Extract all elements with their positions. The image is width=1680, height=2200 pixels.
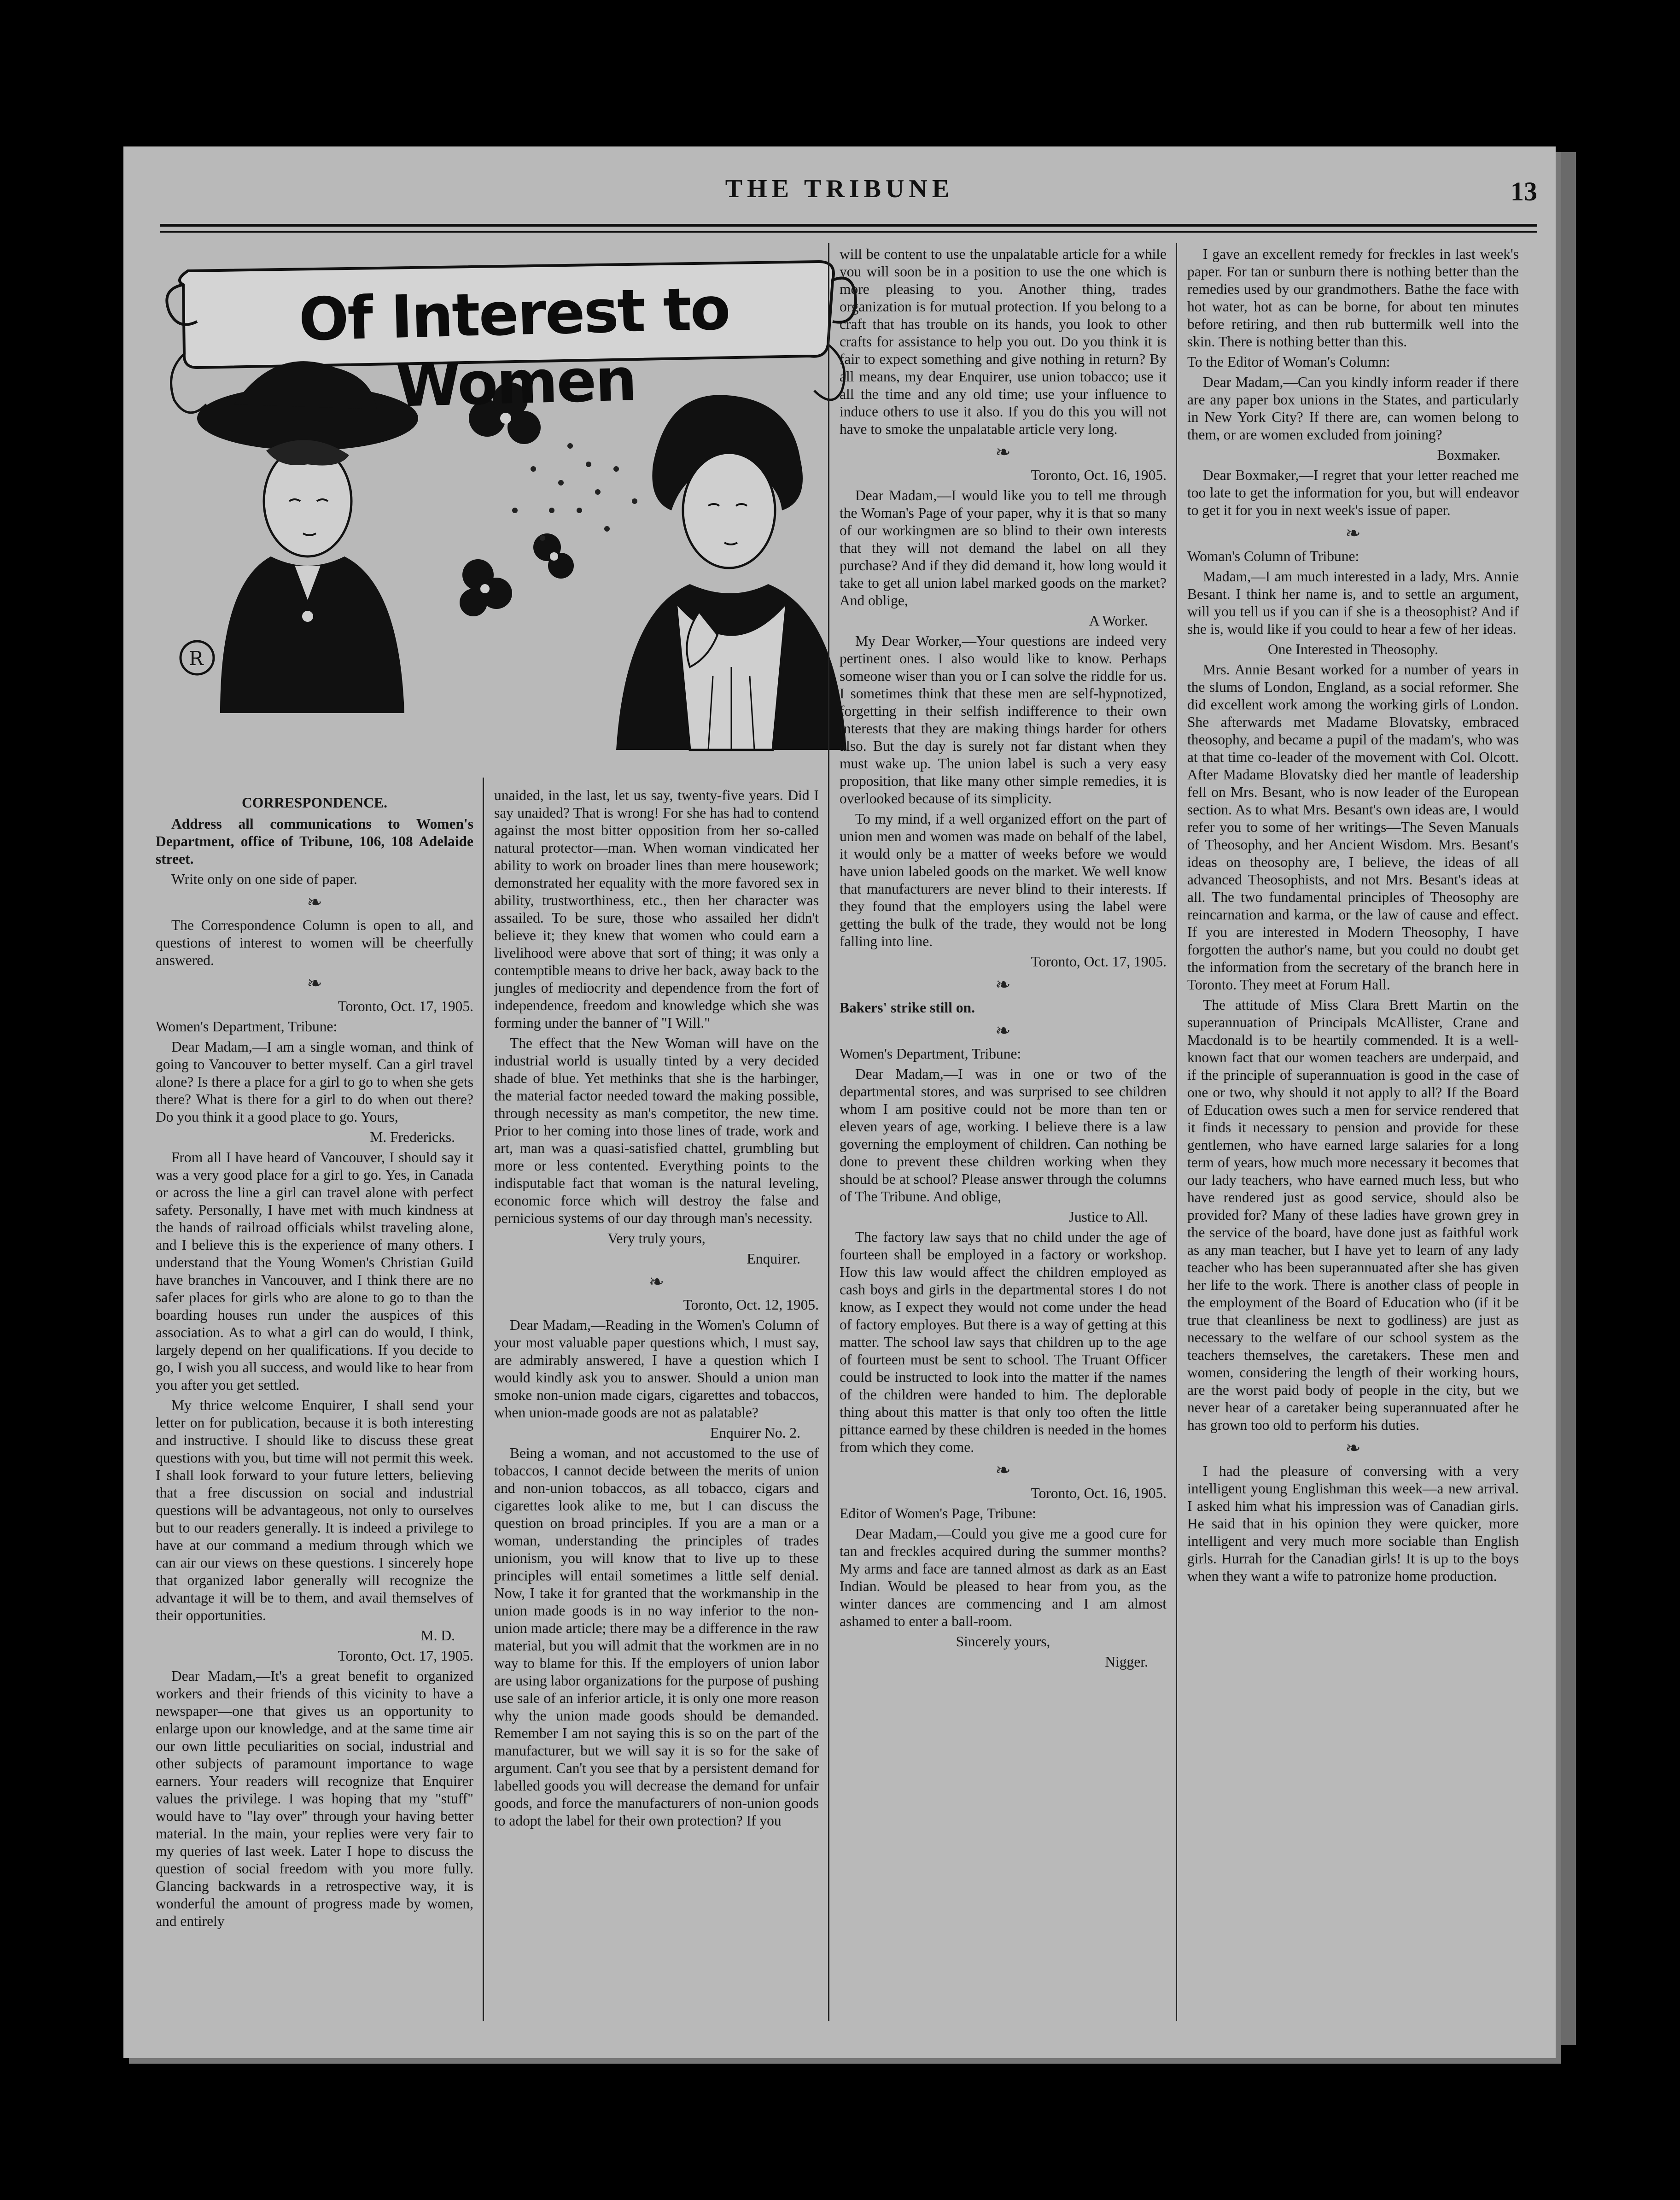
letter-addressee: To the Editor of Woman's Column:: [1187, 354, 1390, 370]
letter-dateline: Toronto, Oct. 17, 1905.: [338, 998, 473, 1014]
address-note: Address all communications to Women's Department, office of Tribune, 106, 108 Adelaide street.: [156, 816, 473, 867]
header-rule-thin: [160, 231, 1537, 233]
letter-addressee: Editor of Women's Page, Tribune:: [840, 1505, 1036, 1521]
page-edge-shadow: [1558, 152, 1576, 2045]
letter-signature: Justice to All.: [1068, 1209, 1148, 1225]
column-divider-2: [828, 243, 829, 2021]
column-2: [494, 787, 819, 1832]
letter-dateline: Toronto, Oct. 17, 1905.: [1031, 954, 1167, 970]
intro-text: The Correspondence Column is open to all, and questions of interest to women will be cheerfully answered.: [156, 917, 473, 968]
strike-notice: Bakers' strike still on.: [840, 1000, 975, 1016]
letter-body: The effect that the New Woman will have on the industrial world is usually tinted by a very decided shade of blue. Yet methinks that she is the harbinger, the material factor needed toward the making possible, through necessity as man's competitor, the new time. Prior to her coming into those lines of trade, work and art, man was a quasi-satisfied chattel, grumbling but more or less contented. Everything points to the indisputable fact that woman is the natural leveling, economic force which will destroy the false and pernicious systems of our day through man's necessity.: [494, 1035, 819, 1226]
page-header: [123, 174, 1556, 211]
ornament-divider: ❧: [995, 442, 1011, 462]
ornament-divider: ❧: [307, 973, 322, 994]
letter-signature: Nigger.: [1105, 1654, 1148, 1670]
letter-signature: Boxmaker.: [1437, 447, 1500, 463]
reply-text: Mrs. Annie Besant worked for a number of years in the slums of London, England, as a social reformer. She did excellent work among the working girls of London. She afterwards met Madame Blovatsky, embraced theosophy, and became a pupil of the madam's, who was at that time co-leader of the movement with Col. Olcott. After Madame Blovatsky died her mantle of leadership fell on Mrs. Besant, who is now leader of the European section. As to what Mrs. Besant's own ideas are, I would refer you to some of her writings—The Seven Manuals of Theosophy, and her Ancient Wisdom. Mrs. Besant's ideas on theosophy are, I believe, the ideas of all advanced Theosophists, and not Mrs. Besant's ideas at all. The two fundamental principles of Theosophy are reincarnation and karma, or the law of cause and effect. If you are interested in Modern Theosophy, I have forgotten the author's name, but you could no doubt get the information from the secretary of the branch here in Toronto. They meet at Forum Hall.: [1187, 661, 1519, 993]
letter-dateline: Toronto, Oct. 16, 1905.: [1031, 1485, 1167, 1501]
reply-text: To my mind, if a well organized effort on the part of union men and women was made on behalf of the label, it would only be a matter of weeks before we would have union labeled goods on the market. We well know that manufacturers are never blind to their interests. If they found that the employers using the label were getting the bulk of the trade, they would not be long falling into line.: [840, 811, 1167, 949]
reply-text: The factory law says that no child under the age of fourteen shall be employed in a factory or workshop. How this law would affect the children employed as cash boys and girls in the departmental stores I do not know, as I expect they would not come under the head of factory employes. But there is a way of getting at this matter. The school law says that children up to the age of fourteen must be sent to school. The Truant Officer could be instructed to look into the matter if the names of the children were handed to him. The deplorable thing about this matter is that only too often the little pittance earned by these children is needed in the homes from which they come.: [840, 1229, 1167, 1455]
letter-signature: Enquirer No. 2.: [710, 1425, 800, 1441]
letter-body: Madam,—I am much interested in a lady, Mrs. Annie Besant. I think her name is, and to settle an argument, will you tell us if you can if she is a theosophist? And if she is, would like if you could to hear a few of her ideas.: [1187, 568, 1519, 637]
newspaper-page: [123, 146, 1556, 2058]
reply-text: From all I have heard of Vancouver, I should say it was a very good place for a girl to go. Yes, in Canada or across the line a girl can travel alone with perfect safety. Personally, I have met with much kindness at the hands of railroad officials whilst traveling alone, and I believe this is the experience of many others. I understand that the Young Women's Christian Guild have branches in Vancouver, and I think there are no safer places for girls who are alone to go to than the boarding houses run under the auspices of this association. As to what a girl can do would, I think, largely depend on her qualifications. If you decide to go, I wish you all success, and would like to hear from you after you get settled.: [156, 1149, 473, 1393]
column-divider-3: [1176, 243, 1177, 2021]
header-rule: [160, 224, 1537, 227]
letter-body: Dear Madam,—Can you kindly inform reader if there are any paper box unions in the States, and particularly in New York City? If there are, can women belong to them, or are women excluded from joining?: [1187, 374, 1519, 443]
reply-text: My Dear Worker,—Your questions are indeed very pertinent ones. I also would like to know. Perhaps someone wiser than you or I can solve the riddle for us. I sometimes think that these men are self-hypnotized, forgetting in their selfish indifference to their own interests that they are making things harder for others also. But the day is surely not far distant when they must wake up. The union label is such a very easy proposition, that like many other simple remedies, it is overlooked because of its simplicity.: [840, 633, 1167, 807]
letter-addressee: Woman's Column of Tribune:: [1187, 548, 1359, 564]
ornament-divider: ❧: [648, 1271, 665, 1292]
article-text: The attitude of Miss Clara Brett Martin on the superannuation of Principals McAllister, Crane and Macdonald is to be heartily commended. It is a well-known fact that our women teachers are underpaid, and if the principle of superannuation is good in the case of one or two, why should it not apply to all? If the Board of Education owes such a men for service rendered that it finds it necessary to pension and provide for these gentlemen, who have earned large salaries for a long term of years, how much more necessary it becomes that our lady teachers, who have earned much less, but who have rendered just as good service, should also be provided for? Many of these ladies have grown grey in the service of the board, have done just as faithful work as any man teacher, but I have yet to learn of any lady teacher who has been superannuated after she has given her life to the work. There is another class of people in the employment of the Board of Education who (if it be true that cleanliness be next to godliness) are just as necessary to the welfare of our school system as the teachers themselves, the caretakers. These men and women, considering the length of their working hours, are the worst paid body of people in the city, but we never hear of a caretaker being superannuated after he has grown too old to perform his duties.: [1187, 997, 1519, 1433]
banner-title: Of Interest to Women: [298, 274, 730, 421]
letter-addressee: Women's Department, Tribune:: [156, 1018, 338, 1035]
column-4: [1187, 246, 1519, 1588]
ornament-divider: ❧: [1345, 523, 1361, 544]
letter-signature: Enquirer.: [747, 1251, 800, 1267]
page-number: 13: [1511, 176, 1537, 206]
reply-text: Dear Boxmaker,—I regret that your letter reached me too late to get the information for you, but will endeavor to get it for you in next week's issue of paper.: [1187, 467, 1519, 518]
letter-dateline: Toronto, Oct. 12, 1905.: [683, 1297, 819, 1313]
letter-closing: Sincerely yours,: [956, 1633, 1050, 1650]
article-text: I had the pleasure of conversing with a very intelligent young Englishman this week—a new arrival. I asked him what his impression was of Canadian girls. He said that in his opinion they were quicker, more intelligent and very much more sociable than English girls. Hurrah for the Canadian girls! It is up to the boys when they want a wife to patronize home production.: [1187, 1463, 1519, 1584]
ornament-divider: ❧: [995, 1460, 1011, 1480]
reply-signature: M. D.: [420, 1627, 455, 1644]
column-divider-1: [483, 778, 484, 2021]
ornament-divider: ❧: [307, 892, 322, 913]
letter-dateline: Toronto, Oct. 17, 1905.: [338, 1648, 473, 1664]
reply-text: I gave an excellent remedy for freckles in last week's paper. For tan or sunburn there is nothing better than the remedies used by our grandmothers. Bathe the face with hot water, hot as can be borne, for about ten minutes before retiring, and then rub buttermilk well into the skin. There is nothing better than this.: [1187, 246, 1519, 350]
letter-body: unaided, in the last, let us say, twenty-five years. Did I say unaided? That is wrong! For she has had to contend against the most bitter opposition from her so-called natural protector—man. When woman vindicated her ability to work on broader lines than mere housework; demonstrated her equality with the more favored sex in ability, trustworthiness, etc., then her character was assailed. To be sure, those who assailed her didn't believe it; they knew that women who could earn a livelihood were above that sort of thing; it was only a contemptible means to drive her back, away back to the jungles of mediocrity and dependence from the fort of independence, freedom and knowledge which she was forming under the banner of "I Will.": [494, 787, 819, 1031]
reply-text: My thrice welcome Enquirer, I shall send your letter on for publication, because it is both interesting and instructive. I should like to discuss these great questions with you, but time will not permit this week. I shall look forward to your future letters, believing that a free discussion on social and industrial questions will be advantageous, not only to ourselves but to our readers generally. It is indeed a privilege to have at our command a medium through which we can air our views on these questions. I sincerely hope that organized labor generally will recognize the advantage it will be to them, and avail themselves of their opportunities.: [156, 1397, 473, 1623]
letter-body: Dear Madam,—I would like you to tell me through the Woman's Page of your paper, why it is that so many of our workingmen are so blind to their own interests that they will not demand the label on all they purchase? And if they did demand it, how long would it take to get all union label marked goods on the market? And oblige,: [840, 487, 1167, 609]
letter-signature: M. Fredericks.: [370, 1129, 455, 1145]
letter-addressee: Women's Department, Tribune:: [840, 1046, 1021, 1062]
correspondence-heading: CORRESPONDENCE.: [242, 795, 387, 811]
ornament-divider: ❧: [995, 974, 1011, 995]
ornament-divider: ❧: [1345, 1438, 1361, 1458]
letter-body: Dear Madam,—I was in one or two of the departmental stores, and was surprised to see children whom I am positive could not be more than ten or eleven years of age, working. I believe there is a law governing the employment of children. Can nothing be done to prevent these children working when they should be at school? Please answer through the columns of The Tribune. And oblige,: [840, 1066, 1167, 1205]
letter-dateline: Toronto, Oct. 16, 1905.: [1031, 467, 1167, 483]
masthead: THE TRIBUNE: [725, 175, 954, 203]
reply-text: will be content to use the unpalatable article for a while you will soon be in a position to use the one which is more pleasing to you. Another thing, trades organization is for mutual protection. If you belong to a craft that has trouble on its hands, you look to other crafts for assistance to help you out. Do you think it is fair to expect something and give nothing in return? By all means, my dear Enquirer, use union tobacco; use it all the time and any old time; use your influence to induce others to use it also. If you do this you will not have to smoke the unpalatable article very long.: [840, 246, 1167, 437]
reply-text: Being a woman, and not accustomed to the use of tobaccos, I cannot decide between the merits of union and non-union tobaccos, as all tobacco, cigars and cigarettes look alike to me, but I can discuss the question on broad principles. If you are a man or a woman, understanding the principles of trades unionism, you will know that to live up to these principles will entail sometimes a little self denial. Now, I take it for granted that the workmanship in the union made goods is in no way inferior to the non-union made article; there may be a difference in the raw material, but you will admit that the workmen are in no way to blame for this. If the employers of union labor are using labor organizations for the purpose of pushing use sale of an inferior article, it is only one more reason why the union made goods should be demanded. Remember I am not saying this is so on the part of the manufacturer, but we will say it is so for the sake of argument. Can't you see that by a persistent demand for labelled goods you will decrease the demand for unfair goods, and force the manufacturers of non-union goods to adopt the label for their own protection? If you: [494, 1445, 819, 1829]
column-1: [156, 791, 473, 1933]
letter-signature: One Interested in Theosophy.: [1267, 641, 1439, 657]
letter-body: Dear Madam,—Could you give me a good cure for tan and freckles acquired during the summer months? My arms and face are tanned almost as dark as an East Indian. Would be pleased to hear from you, as the winter dances are commencing and I am almost ashamed to enter a ball-room.: [840, 1526, 1167, 1629]
svg-text:R: R: [189, 647, 204, 670]
letter-body: Dear Madam,—It's a great benefit to organized workers and their friends of this vicinity to have a newspaper—one that gives us an opportunity to enlarge upon our knowledge, and at the same time air our own little peculiarities on social, industrial and other subjects of paramount importance to wage earners. Your readers will recognize that Enquirer values the privilege. I was hoping that my "stuff" would have to "lay over" through your having better material. In the main, your replies were very fair to my queries of last week. Later I hope to discuss the question of social freedom with you more fully. Glancing backwards in a retrospective way, it is wonderful the amount of progress made by women, and entirely: [156, 1668, 473, 1929]
ornament-divider: ❧: [995, 1020, 1011, 1041]
column-3: [840, 246, 1167, 1673]
section-banner: [156, 252, 865, 773]
letter-signature: A Worker.: [1089, 613, 1148, 629]
letter-body: Dear Madam,—I am a single woman, and think of going to Vancouver to better myself. Can a girl travel alone? Is there a place for a girl to go to when she gets there? What is there for a girl to do when out there? Do you think it a good place to go. Yours,: [156, 1039, 473, 1125]
letter-closing: Very truly yours,: [607, 1230, 706, 1246]
write-note: Write only on one side of paper.: [171, 871, 357, 887]
letter-body: Dear Madam,—Reading in the Women's Column of your most valuable paper questions which, I must say, are admirably answered, I have a question which I would kindly ask you to answer. Should a union man smoke non-union made cigars, cigarettes and tobaccos, when union-made goods are not as palatable?: [494, 1317, 819, 1421]
